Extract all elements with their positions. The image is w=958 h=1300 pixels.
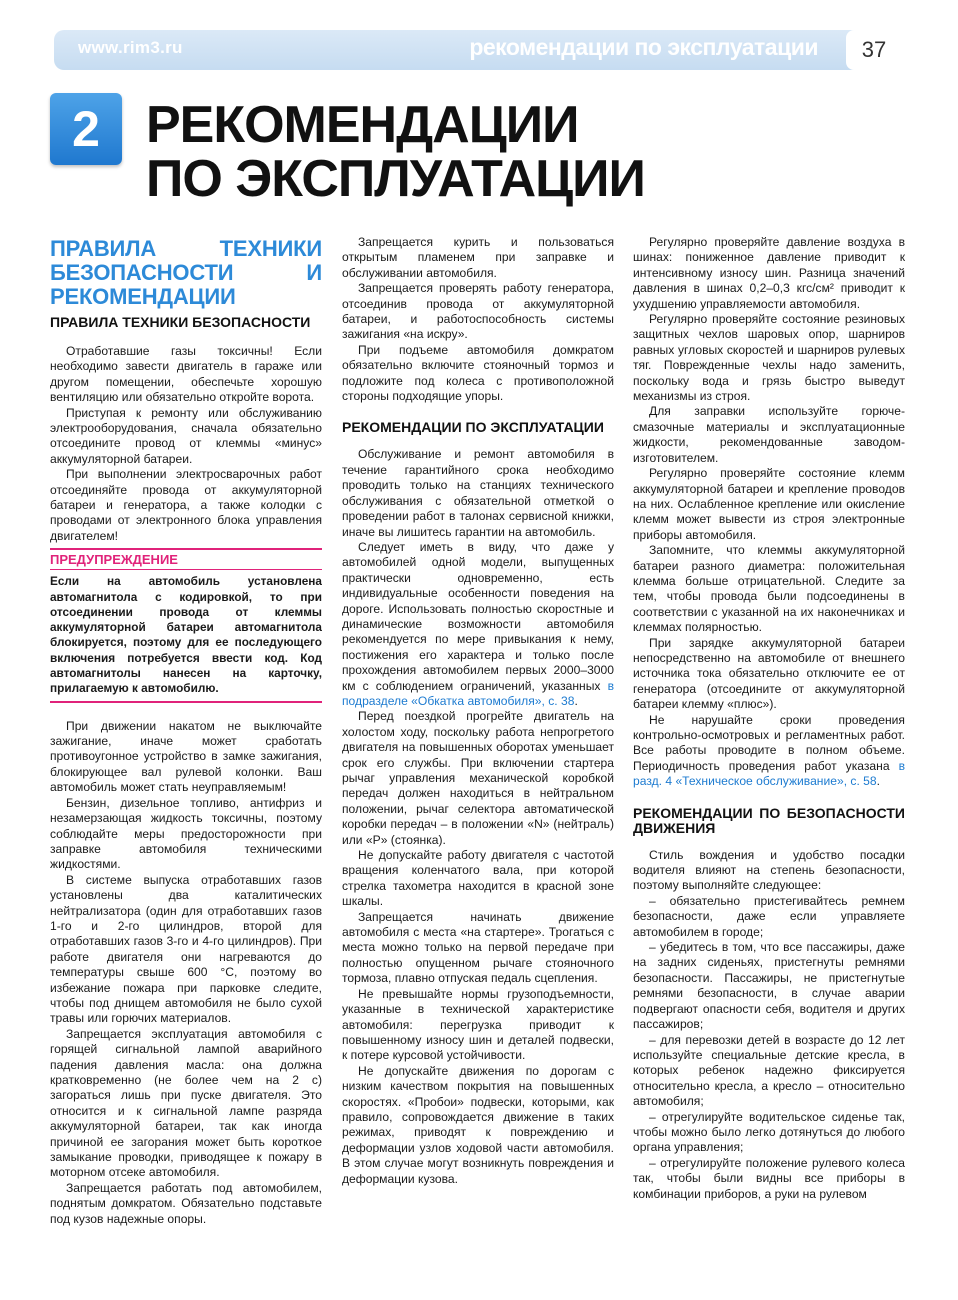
paragraph: Запомните, что клеммы аккумуляторной батареи разного диаметра: положительная клемма больше отрицательной. Следите за тем, чтобы провода были подсоединены в соответствии с указанной на их наконечниках и клеммах полярностью. bbox=[633, 543, 905, 635]
paragraph: Регулярно проверяйте состояние резиновых защитных чехлов шаровых опор, шарниров равных угловых скоростей и шарниров рулевых тяг. Поврежденные чехлы надо заменить, поскольку вода и грязь быстро выведут механизмы из строя. bbox=[633, 312, 905, 404]
paragraph: При движении накатом не выключайте зажигание, иначе может сработать противоугонное устройство в замке зажигания, блокирующее вал рулевой колонки. Ваш автомобиль может стать неуправляемым! bbox=[50, 718, 322, 795]
paragraph bbox=[633, 713, 905, 790]
paragraph: В системе выпуска отработавших газов установлены два каталитических нейтрализатора (один для отработавших газов 1-го и 2-го цилиндров, второй для отработавших газов 3-го и 4-го цилиндров). При работе двигателя они нагреваются до температуры свыше 600 °С, поэтому во избежание пожара при парковке следите, чтобы под днищем автомобиля не было сухой травы или горючих материалов. bbox=[50, 872, 322, 1026]
paragraph: Не допускайте работу двигателя с частотой вращения коленчатого вала, при которой стрелка тахометра находится в красной зоне шкалы. bbox=[342, 848, 614, 909]
chapter-number-badge: 2 bbox=[50, 93, 122, 165]
warning-text: Если на автомобиль установлена автомагнитола с кодировкой, то при отсоединении провода от клеммы аккумуляторной батареи автомагнитола блокируется, поэтому для ее последующего включения потребуется ввести код. Код автомагнитолы нанесен на карточку, прилагаемую к автомобилю. bbox=[50, 574, 322, 702]
list-item: – отрегулируйте водительское сиденье так, чтобы можно было легко дотянуться до любого органа управления; bbox=[633, 1109, 905, 1155]
section-heading-driving-safety: РЕКОМЕНДАЦИИ ПО БЕЗОПАСНОСТИ ДВИЖЕНИЯ bbox=[633, 804, 905, 836]
paragraph: При подъеме автомобиля домкратом обязательно включите стояночный тормоз и подложите под колеса с противоположной стороны подходящие упоры. bbox=[342, 342, 614, 404]
subheading-safety-rules: ПРАВИЛА ТЕХНИКИ БЕЗОПАСНОСТИ bbox=[50, 314, 311, 330]
paragraph-end: . bbox=[876, 774, 881, 789]
chapter-title-line1: РЕКОМЕНДАЦИИ bbox=[146, 96, 579, 154]
paragraph: Запрещается работать под автомобилем, поднятым домкратом. Обязательно подставьте под кузов надежные опоры. bbox=[50, 1180, 322, 1226]
paragraph: Перед поездкой прогрейте двигатель на холостом ходу, поскольку работа непрогретого двигателя на повышенных оборотах уменьшает срок его службы. При включении стартера рычаг управления механической коробкой передач должен находиться в нейтральном положении, рычаг селектора автоматической коробки передач – в положении «N» (нейтраль) или «P» (стоянка). bbox=[342, 709, 614, 847]
site-url: www.rim3.ru bbox=[78, 38, 183, 57]
paragraph: Запрещается эксплуатация автомобиля с горящей сигнальной лампой аварийного падения давления масла: она должна кратковременно (не более чем на 2 с) загораться лишь при пуске двигателя. Это относится и к сигнальной лампе разряда аккумуляторной батареи, так как иногда причиной ее загорания может быть короткое замыкание проводки, приводящее к пожару в моторном отсеке автомобиля. bbox=[50, 1026, 322, 1180]
paragraph: Для заправки используйте горюче-смазочные материалы и эксплуатационные жидкости, рекомендованные заводом-изготовителем. bbox=[633, 404, 905, 465]
paragraph: Не превышайте нормы грузоподъемности, указанные в технической характеристике автомобиля: перегрузка приводит к повышенному износу шин и деталей подвески, к потере курсовой устойчивости. bbox=[342, 986, 614, 1063]
paragraph: При зарядке аккумуляторной батареи непосредственно на автомобиле от внешнего источника тока обязательно отключите ее от генератора (отсоедините от аккумуляторной батареи клемму «плюс»). bbox=[633, 635, 905, 712]
column-3 bbox=[633, 235, 905, 1202]
paragraph: Регулярно проверяйте состояние клемм аккумуляторной батареи и крепление проводов на них. Ослабленное крепление или окисление клемм может вывести из строя электронные приборы автомобиля. bbox=[633, 466, 905, 542]
running-section-title: рекомендации по эксплуатации bbox=[469, 34, 818, 60]
paragraph: Отработавшие газы токсичны! Если необходимо завести двигатель в гараже или другом помещении, обеспечьте хорошую вентиляцию или обязательно откройте ворота. bbox=[50, 344, 322, 405]
warning-title: ПРЕДУПРЕЖДЕНИЕ bbox=[50, 548, 322, 570]
paragraph: Запрещается проверять работу генератора, отсоединив провода от аккумуляторной батареи, и работоспособность системы зажигания «на искру». bbox=[342, 281, 614, 342]
paragraph-end: . bbox=[574, 693, 578, 708]
paragraph: Приступая к ремонту или обслуживанию электрооборудования, сначала обязательно отсоедините провод от клеммы «минус» аккумуляторной батареи. bbox=[50, 405, 322, 466]
paragraph-text: Не нарушайте сроки проведения контрольно-осмотровых и регламентных работ. Все работы проводите в полном объеме. Периодичность проведения работ указана bbox=[633, 712, 905, 773]
paragraph: Бензин, дизельное топливо, антифриз и незамерзающая жидкость токсичны, поэтому соблюдайте меры предосторожности при заправке автомобиля техническими жидкостями. bbox=[50, 795, 322, 872]
paragraph: Регулярно проверяйте давление воздуха в шинах: пониженное давление приводит к интенсивному износу шин. Разница значений давления в шинах 0,2–0,3 кгс/см² приводит к ухудшению управляемости автомобиля. bbox=[633, 235, 905, 311]
paragraph: Обслуживание и ремонт автомобиля в течение гарантийного срока необходимо проводить только на станциях технического обслуживания с обязательной отметкой о проведении работ в талонах сервисной книжки, иначе вы лишитесь гарантии на автомобиль. bbox=[342, 447, 614, 539]
paragraph-text: Следует иметь в виду, что даже у автомобилей одной модели, выпущенных практически одновременно, есть индивидуальные особенности поведения на дороге. Использовать полностью скоростные и динамические возможности автомобиля рекомендуется по мере привыкания к нему, постижения его характера и только после прохождения автомобилем первых 2000–3000 км с соблюдением ограничений, указанных bbox=[342, 539, 614, 693]
list-item: – отрегулируйте положение рулевого колеса так, чтобы были видны все приборы в комбинации приборов, а руки на рулевом bbox=[633, 1155, 905, 1201]
list-item: – для перевозки детей в возрасте до 12 лет используйте специальные детские кресла, в которых ребенок надежно фиксируется относительно кресла, а кресло – относительно автомобиля; bbox=[633, 1032, 905, 1109]
chapter-title bbox=[146, 98, 645, 206]
cross-reference-link[interactable]: в подразделе «Обкатка автомобиля», с. 38 bbox=[342, 678, 614, 708]
section-heading-operation: РЕКОМЕНДАЦИИ ПО ЭКСПЛУАТАЦИИ bbox=[342, 419, 604, 436]
list-item: – убедитесь в том, что все пассажиры, даже на задних сиденьях, пристегнуты ремнями безопасности. Пассажиры, не пристегнутые ремнями безопасности, в случае аварии подвергают опасности себя, водителя и других пассажиров; bbox=[633, 940, 905, 1032]
page-number: 37 bbox=[846, 30, 902, 70]
list-item: – обязательно пристегивайтесь ремнем безопасности, даже если управляете автомобилем в городе; bbox=[633, 893, 905, 939]
cross-reference-link[interactable]: в разд. 4 «Техническое обслуживание», с. 58 bbox=[633, 758, 905, 789]
paragraph: Стиль вождения и удобство посадки водителя влияют на степень безопасности, поэтому выполняйте следующее: bbox=[633, 847, 905, 893]
paragraph: При выполнении электросварочных работ отсоединяйте провода от аккумуляторной батареи и генератора, а также колодки с проводами от электронного блока управления двигателем! bbox=[50, 467, 322, 543]
column-1 bbox=[50, 235, 322, 1227]
section-heading-safety-rules: ПРАВИЛА ТЕХНИКИ БЕЗОПАСНОСТИ И РЕКОМЕНДАЦИИ bbox=[50, 236, 322, 309]
paragraph: Не допускайте движения по дорогам с низким качеством покрытия на повышенных скоростях. «Пробои» подвески, которыми, как правило, сопровождается движение в таких режимах, приводят к повреждению и деформации узлов ходовой части автомобиля. В этом случае могут возникнуть повреждения и деформации кузова. bbox=[342, 1063, 614, 1186]
paragraph: Запрещается начинать движение автомобиля с места «на стартере». Трогаться с места можно только на первой передаче при полностью опущенном рычаге стояночного тормоза, плавно отпуская педаль сцепления. bbox=[342, 909, 614, 986]
chapter-title-line2: ПО ЭКСПЛУАТАЦИИ bbox=[146, 150, 645, 208]
paragraph bbox=[342, 540, 614, 709]
column-2 bbox=[342, 235, 614, 1187]
paragraph: Запрещается курить и пользоваться открытым пламенем при заправке и обслуживании автомобиля. bbox=[342, 235, 614, 280]
